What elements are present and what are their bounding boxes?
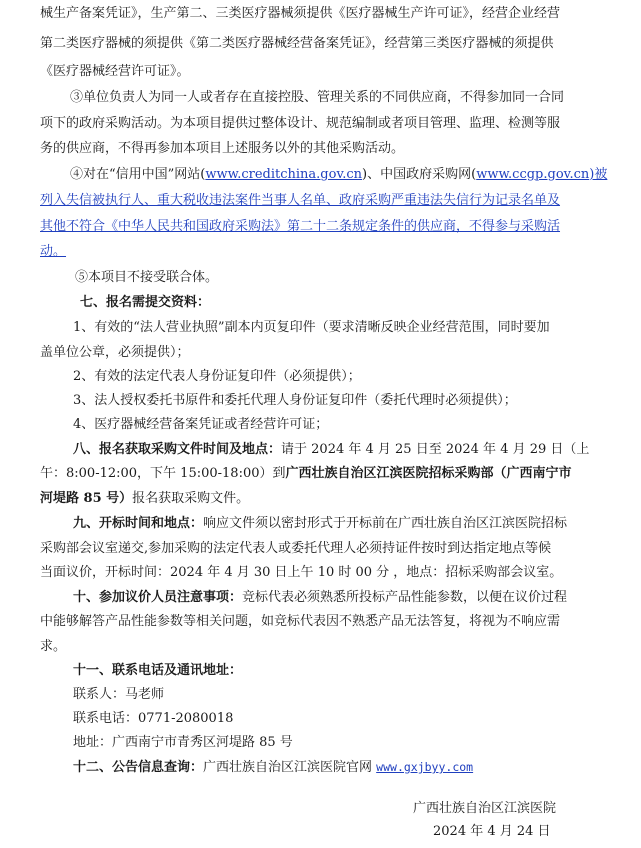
hospital-website-link[interactable]: www.gxjbyy.com	[376, 760, 474, 774]
paragraph-line	[40, 464, 572, 484]
ccgp-link[interactable]: www.ccgp.gov.cn	[476, 167, 590, 182]
paragraph-link-line[interactable]: 列入失信被执行人、重大税收违法案件当事人名单、政府采购严重违法失信行为记录名单及	[40, 193, 561, 208]
section-heading: 十一、联系电话及通讯地址：	[73, 663, 243, 678]
paragraph-line	[73, 757, 473, 778]
emphasis-text: 河堤路 85 号）	[40, 491, 133, 506]
paragraph-text: 请于 2024 年 4 月 25 日至 2024 年 4 月 29 日（上	[281, 442, 590, 457]
paragraph-line: 中能够解答产品性能参数等相关问题，如竞标代表因不熟悉产品无法答复，将视为不响应需	[40, 614, 561, 629]
paragraph-text: 午：8:00-12:00，下午 15:00-18:00）到	[40, 466, 286, 481]
list-item: 4、医疗器械经营备案凭证或者经营许可证；	[73, 417, 329, 432]
paragraph-line: 采购部会议室递交,参加采购的法定代表人或委托代理人必须持证件按时到达指定地点等候	[40, 541, 552, 556]
paragraph-line	[73, 514, 567, 534]
paragraph-line	[73, 588, 567, 608]
paragraph-link-line[interactable]: 动。	[40, 244, 67, 259]
paragraph-text: 广西壮族自治区江滨医院官网	[203, 760, 373, 775]
paragraph-text: )、中国政府采购网(	[362, 167, 477, 182]
paragraph-line: 《医疗器械经营许可证》。	[40, 64, 190, 79]
paragraph-line: 求。	[40, 639, 67, 654]
paragraph-line: ③单位负责人为同一人或者存在直接控股、管理关系的不同供应商，不得参加同一合同	[70, 90, 565, 105]
paragraph-line: 项下的政府采购活动。为本项目提供过整体设计、规范编制或者项目管理、监理、检测等服	[40, 116, 561, 131]
section-heading: 八、报名获取采购文件时间及地点：	[73, 442, 282, 457]
section-heading: 九、开标时间和地点：	[73, 516, 204, 531]
emphasis-text: 广西壮族自治区江滨医院招标采购部（广西南宁市	[285, 466, 572, 481]
section-heading: 十二、公告信息查询：	[73, 760, 204, 775]
paragraph-text: 竞标代表必须熟悉所投标产品性能参数，以便在议价过程	[242, 590, 568, 605]
contact-phone: 联系电话：0771-2080018	[73, 711, 234, 726]
list-item: 3、法人授权委托书原件和委托代理人身份证复印件（委托代理时必须提供）；	[73, 393, 517, 408]
paragraph-text: 响应文件须以密封形式于开标前在广西壮族自治区江滨医院招标	[203, 516, 568, 531]
paragraph-line: 务的供应商，不得再参加本项目上述服务以外的其他采购活动。	[40, 141, 405, 156]
list-item: 盖单位公章，必须提供）；	[40, 345, 190, 360]
paragraph-line: 第二类医疗器械的须提供《第二类医疗器械经营备案凭证》，经营第三类医疗器械的须提供	[40, 36, 554, 51]
paragraph-line: 械生产备案凭证》，生产第二、三类医疗器械须提供《医疗器械生产许可证》，经营企业经营	[40, 6, 561, 21]
creditchina-link[interactable]: www.creditchina.gov.cn	[205, 167, 363, 182]
paragraph-link-text[interactable]: )被	[589, 167, 608, 182]
section-heading: 七、报名需提交资料：	[80, 295, 211, 310]
contact-address: 地址：广西南宁市青秀区河堤路 85 号	[73, 735, 293, 750]
signature-organization: 广西壮族自治区江滨医院	[413, 801, 557, 816]
list-item: 1、有效的“法人营业执照”副本内页复印件（要求清晰反映企业经营范围，同时要加	[73, 320, 550, 335]
paragraph-line	[70, 165, 607, 185]
contact-person: 联系人：马老师	[73, 687, 165, 702]
paragraph-line: 当面议价，开标时间：2024 年 4 月 30 日上午 10 时 00 分 ，地点：招标采购部会议室。	[40, 565, 563, 580]
paragraph-text: ④对在“信用中国”网站(	[70, 167, 206, 182]
paragraph-link-line[interactable]: 其他不符合《中华人民共和国政府采购法》第二十二条规定条件的供应商，不得参与采购活	[40, 219, 561, 234]
list-item: 2、有效的法定代表人身份证复印件（必须提供）；	[73, 369, 361, 384]
signature-date: 2024 年 4 月 24 日	[433, 824, 551, 839]
paragraph-line	[73, 440, 589, 460]
section-heading: 十、参加议价人员注意事项：	[73, 590, 243, 605]
paragraph-line: ⑤本项目不接受联合体。	[75, 270, 219, 285]
paragraph-line	[40, 489, 249, 509]
paragraph-text: 报名获取采购文件。	[132, 491, 250, 506]
